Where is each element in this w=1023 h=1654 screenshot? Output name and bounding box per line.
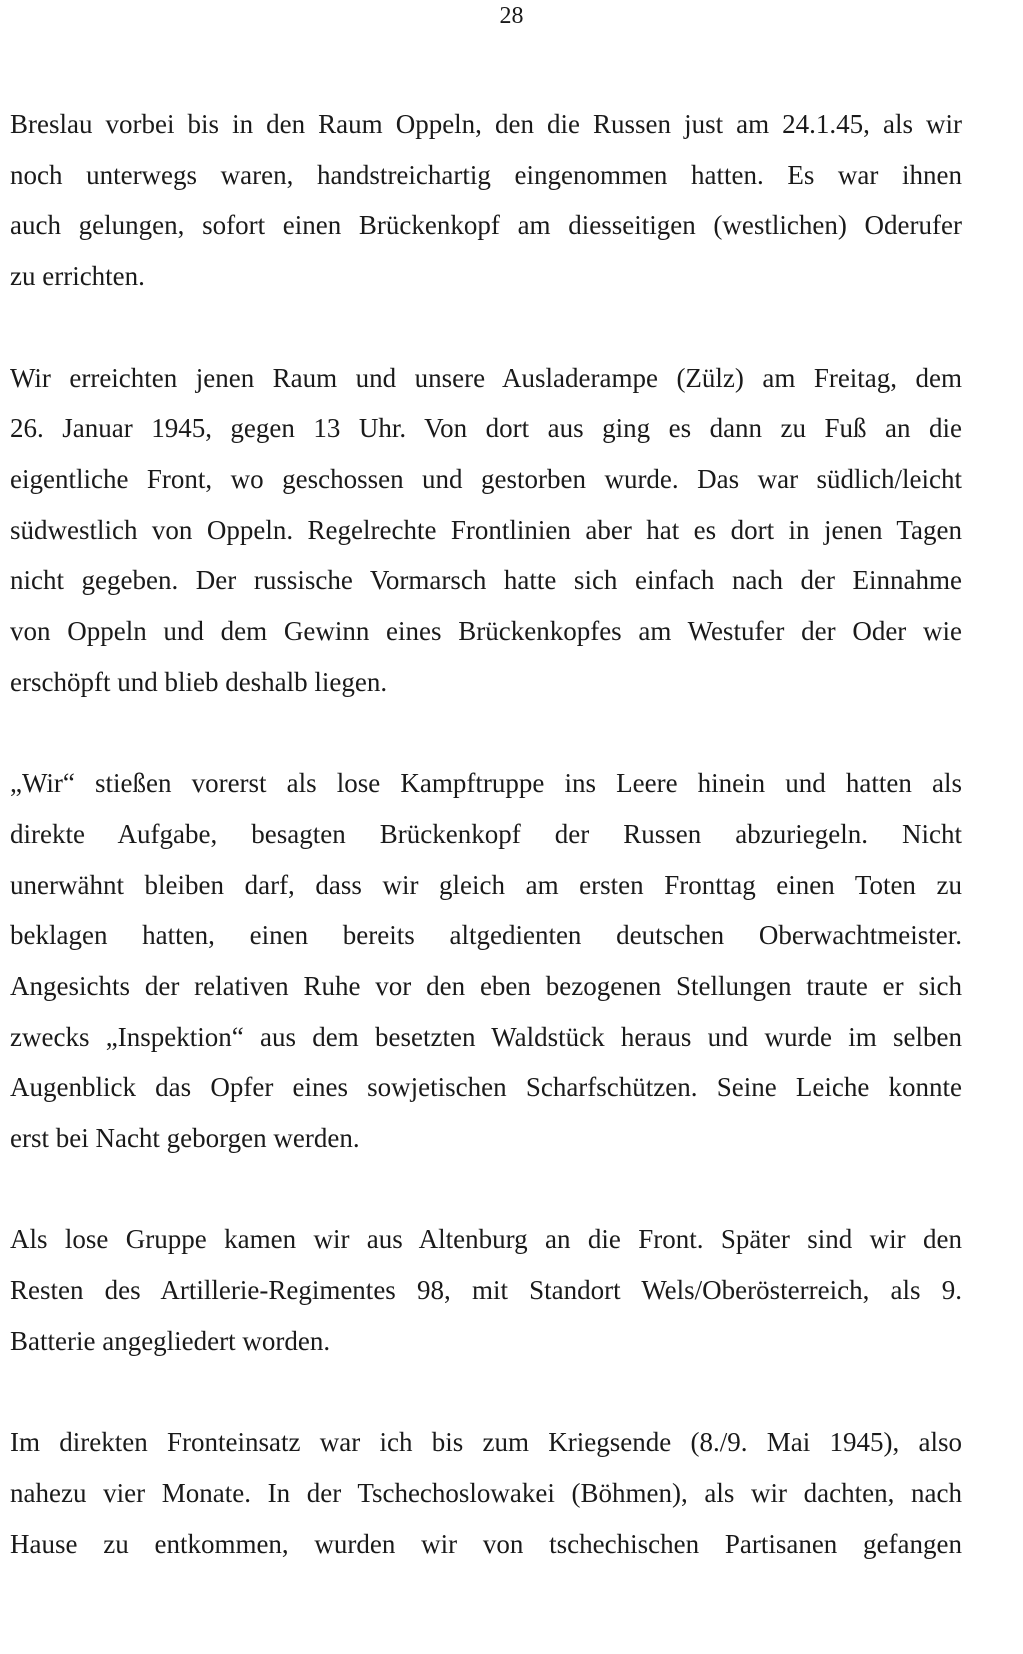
text-line: Augenblick das Opfer eines sowjetischen Scharfschützen. Seine Leiche konnte xyxy=(10,1072,962,1103)
document-body xyxy=(10,99,962,1569)
text-line: Batterie angegliedert worden. xyxy=(10,1325,331,1356)
text-line: Im direkten Fronteinsatz war ich bis zum Kriegsende (8./9. Mai 1945), also xyxy=(10,1427,962,1458)
text-line: Angesichts der relativen Ruhe vor den eben bezogenen Stellungen traute er sich xyxy=(10,970,962,1001)
text-line: unerwähnt bleiben darf, dass wir gleich am ersten Fronttag einen Toten zu xyxy=(10,869,962,900)
paragraph-gap xyxy=(10,1164,962,1215)
text-line: „Wir“ stießen vorerst als lose Kampftruppe ins Leere hinein und hatten als xyxy=(10,768,962,799)
text-line: erst bei Nacht geborgen werden. xyxy=(10,1123,360,1154)
text-line: zwecks „Inspektion“ aus dem besetzten Waldstück heraus und wurde im selben xyxy=(10,1021,962,1052)
text-line: nicht gegeben. Der russische Vormarsch hatte sich einfach nach der Einnahme xyxy=(10,565,962,596)
text-line: südwestlich von Oppeln. Regelrechte Frontlinien aber hat es dort in jenen Tagen xyxy=(10,514,962,545)
text-line: noch unterwegs waren, handstreichartig eingenommen hatten. Es war ihnen xyxy=(10,159,962,190)
text-line: Hause zu entkommen, wurden wir von tschechischen Partisanen gefangen xyxy=(10,1528,962,1559)
text-line: auch gelungen, sofort einen Brückenkopf am diesseitigen (westlichen) Oderufer xyxy=(10,210,962,241)
text-line: Resten des Artillerie-Regimentes 98, mit Standort Wels/Oberösterreich, als 9. xyxy=(10,1275,962,1306)
text-line: eigentliche Front, wo geschossen und gestorben wurde. Das war südlich/leicht xyxy=(10,463,962,494)
text-line: nahezu vier Monate. In der Tschechoslowakei (Böhmen), als wir dachten, nach xyxy=(10,1477,962,1508)
text-line: zu errichten. xyxy=(10,261,145,292)
text-line: 26. Januar 1945, gegen 13 Uhr. Von dort aus ging es dann zu Fuß an die xyxy=(10,413,962,444)
paragraph-gap xyxy=(10,302,962,353)
text-line: Breslau vorbei bis in den Raum Oppeln, den die Russen just am 24.1.45, als wir xyxy=(10,109,962,139)
paragraph-ausladerampe xyxy=(10,353,962,708)
paragraph-gap xyxy=(10,707,962,758)
paragraph-kampftruppe xyxy=(10,758,962,1164)
page-number: 28 xyxy=(499,3,524,29)
text-line: beklagen hatten, einen bereits altgedienten deutschen Oberwachtmeister. xyxy=(10,920,962,951)
text-line: direkte Aufgabe, besagten Brückenkopf der Russen abzuriegeln. Nicht xyxy=(10,818,962,849)
text-line: erschöpft und blieb deshalb liegen. xyxy=(10,666,388,697)
paragraph-gap xyxy=(10,1367,962,1418)
text-line: von Oppeln und dem Gewinn eines Brückenkopfes am Westufer der Oder wie xyxy=(10,616,962,647)
paragraph-altenburg xyxy=(10,1214,962,1366)
paragraph-breslau-oppeln xyxy=(10,99,962,302)
paragraph-fronteinsatz xyxy=(10,1417,962,1569)
text-line: Wir erreichten jenen Raum und unsere Ausladerampe (Zülz) am Freitag, dem xyxy=(10,362,962,393)
text-line: Als lose Gruppe kamen wir aus Altenburg an die Front. Später sind wir den xyxy=(10,1224,962,1255)
